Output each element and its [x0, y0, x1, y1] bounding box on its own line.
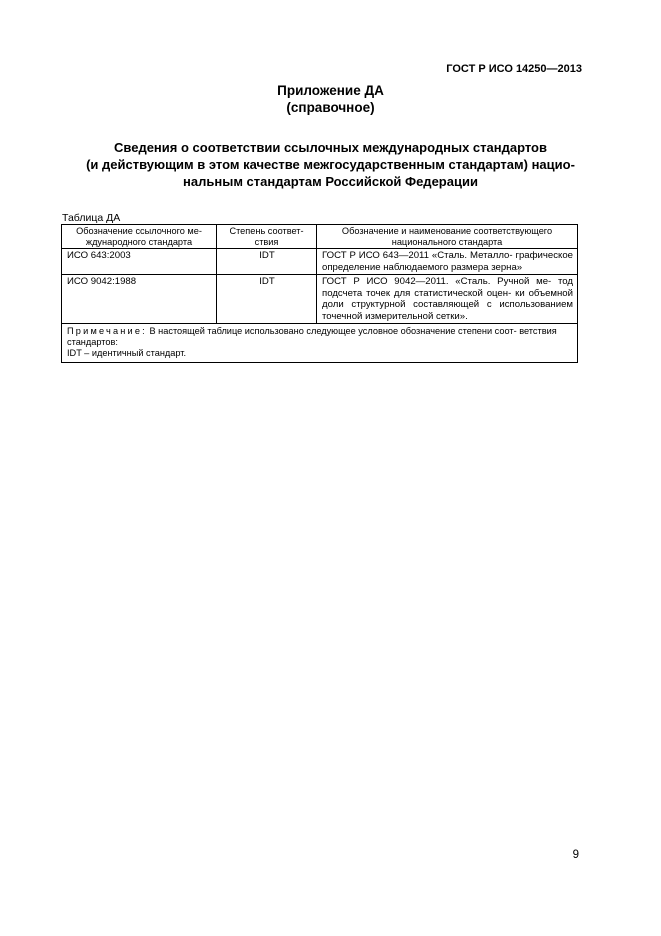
table-header-row: [62, 225, 578, 249]
cell-international-code: ИСО 643:2003: [62, 249, 217, 275]
cell-national-standard: ГОСТ Р ИСО 643—2011 «Сталь. Металло- графическое определение наблюдаемого размера зерна»: [317, 249, 578, 275]
appendix-title: Приложение ДА: [277, 83, 384, 98]
column-header-national-standard: Обозначение и наименование соответствующего национального стандарта: [317, 225, 578, 249]
table-note-row: [62, 324, 578, 363]
correspondence-table: [61, 224, 578, 363]
note-label: Примечание:: [67, 326, 147, 336]
table-note: [62, 324, 578, 363]
note-legend: IDT – идентичный стандарт.: [67, 348, 187, 358]
table-row: [62, 249, 578, 275]
cell-degree: IDT: [217, 249, 317, 275]
section-heading-line: (и действующим в этом качестве межгосударственным стандартам) нацио-: [86, 157, 575, 172]
table-row: [62, 275, 578, 324]
document-code: ГОСТ Р ИСО 14250—2013: [446, 63, 582, 75]
section-heading: [40, 139, 621, 190]
cell-international-code: ИСО 9042:1988: [62, 275, 217, 324]
table-caption: Таблица ДА: [62, 212, 121, 224]
column-header-degree: Степень соответ- ствия: [217, 225, 317, 249]
column-header-international-code: Обозначение ссылочного ме- ждународного стандарта: [62, 225, 217, 249]
cell-degree: IDT: [217, 275, 317, 324]
page-number: 9: [572, 849, 579, 861]
note-text: В настоящей таблице использовано следующее условное обозначение степени соот- ветствия стандартов:: [67, 326, 557, 347]
correspondence-table-wrap: [61, 224, 577, 363]
section-heading-line: нальным стандартам Российской Федерации: [183, 174, 478, 189]
appendix-subtitle: (справочное): [286, 100, 375, 115]
section-heading-line: Сведения о соответствии ссылочных международных стандартов: [114, 140, 547, 155]
cell-national-standard: ГОСТ Р ИСО 9042—2011. «Сталь. Ручной ме- тод подсчета точек для статистической оцен- ки объемной доли структурной составляющей с использованием точечной измерительной сетки».: [317, 275, 578, 324]
